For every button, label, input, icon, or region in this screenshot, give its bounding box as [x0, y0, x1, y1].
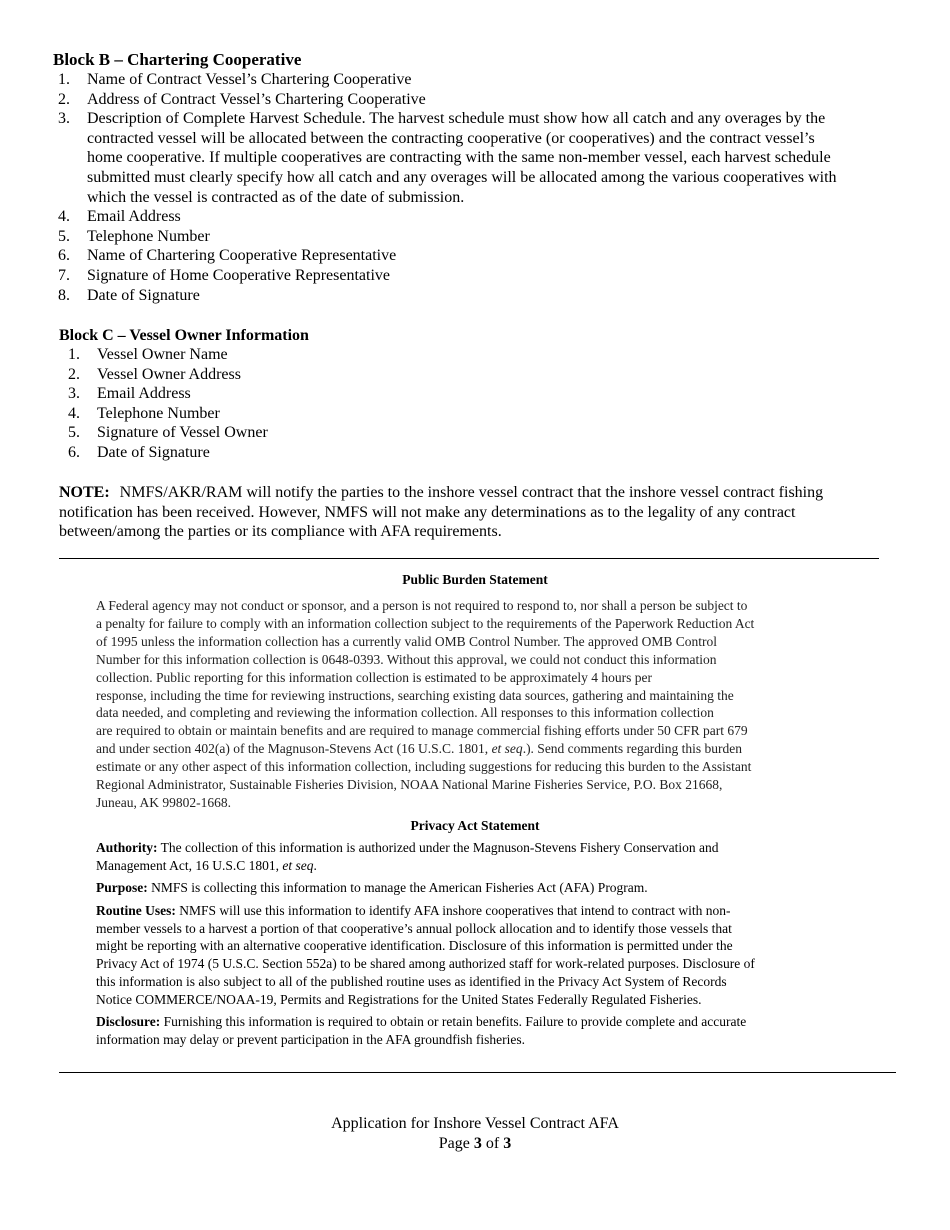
burden-line: Number for this information collection is 0648-0393. Without this approval, we could not conduct this information — [96, 651, 717, 667]
note-line: notification has been received. However, NMFS will not make any determinations as to the legality of any contract — [59, 503, 796, 521]
divider — [59, 1072, 896, 1073]
burden-line-part: and under section 402(a) of the Magnuson-Stevens Act (16 U.S.C. 1801, — [96, 741, 492, 757]
note-label: NOTE: — [59, 484, 110, 501]
routine-uses-line: member vessels to a harvest a portion of that cooperative’s annual pollock allocation and to identify those vessels that — [96, 920, 732, 936]
item-text: Telephone Number — [87, 227, 210, 245]
item-number: 8. — [58, 286, 70, 304]
note-paragraph — [59, 483, 889, 542]
public-burden-heading: Public Burden Statement — [402, 572, 548, 587]
item-number: 3. — [68, 385, 80, 403]
list-item — [68, 423, 468, 443]
list-item — [58, 246, 890, 266]
item-number: 4. — [58, 208, 70, 226]
item-number: 5. — [58, 227, 70, 245]
burden-line: Regional Administrator, Sustainable Fisheries Division, NOAA National Marine Fisheries Service, P.O. Box 21668, — [96, 777, 723, 793]
burden-line: Juneau, AK 99802-1668. — [96, 794, 231, 810]
note-line: NMFS/AKR/RAM will notify the parties to the inshore vessel contract that the inshore vessel contract fishing — [119, 484, 824, 501]
burden-line: response, including the time for reviewing instructions, searching existing data sources, gathering and maintaining the — [96, 687, 734, 703]
burden-line — [96, 740, 856, 758]
purpose-label: Purpose: — [96, 880, 148, 895]
block-c-heading: Block C – Vessel Owner Information — [59, 327, 309, 344]
footer-title: Application for Inshore Vessel Contract AFA — [331, 1115, 619, 1132]
item-number: 7. — [58, 266, 70, 284]
page-word: Page — [438, 1135, 470, 1152]
item-text: Date of Signature — [97, 443, 210, 461]
list-item — [58, 109, 890, 207]
authority-text: . — [313, 857, 317, 873]
item-number: 3. — [58, 110, 70, 128]
item-text-line: which the vessel is contracted as of the date of submission. — [87, 188, 465, 206]
item-text-line: contracted vessel will be allocated between the contracting cooperative (or cooperatives) and the contract vessel’s — [87, 129, 815, 147]
item-text-line: Description of Complete Harvest Schedule. The harvest schedule must show how all catch and any overages by the — [87, 110, 826, 128]
page-total: 3 — [503, 1135, 512, 1152]
list-item — [58, 266, 890, 286]
burden-line: collection. Public reporting for this information collection is estimated to be approximately 4 hours per — [96, 669, 652, 685]
list-item — [68, 443, 468, 463]
list-item — [58, 227, 890, 247]
disclosure-paragraph — [96, 1013, 866, 1048]
disclosure-line: information may delay or prevent participation in the AFA groundfish fisheries. — [96, 1031, 526, 1047]
block-b-heading: Block B – Chartering Cooperative — [53, 50, 302, 69]
list-item — [58, 286, 890, 306]
authority-text: The collection of this information is authorized under the Magnuson-Stevens Fishery Conservation and — [160, 840, 719, 855]
item-number: 2. — [68, 365, 80, 383]
item-text: Name of Chartering Cooperative Representative — [87, 247, 397, 265]
burden-line: data needed, and completing and reviewing the information collection. All responses to this information collection — [96, 705, 714, 721]
item-text: Name of Contract Vessel’s Chartering Cooperative — [87, 71, 412, 88]
authority-italic: et seq — [282, 857, 314, 873]
item-text: Vessel Owner Address — [97, 365, 241, 383]
burden-line: A Federal agency may not conduct or sponsor, and a person is not required to respond to, nor shall a person be subject to — [96, 598, 748, 613]
purpose-paragraph — [96, 879, 866, 897]
item-text: Signature of Vessel Owner — [97, 424, 268, 442]
item-text-line: home cooperative. If multiple cooperatives are contracting with the same non-member vessel, each harvest schedule — [87, 149, 831, 167]
item-text: Date of Signature — [87, 286, 200, 304]
burden-line-italic: et seq — [491, 741, 523, 757]
list-item — [58, 70, 890, 90]
authority-label: Authority: — [96, 840, 158, 855]
burden-line: estimate or any other aspect of this information collection, including suggestions for reducing this burden to the Assistant — [96, 759, 752, 775]
disclosure-text: Furnishing this information is required to obtain or retain benefits. Failure to provide complete and accurate — [163, 1014, 747, 1029]
item-text: Signature of Home Cooperative Representative — [87, 266, 391, 284]
routine-uses-text: NMFS will use this information to identify AFA inshore cooperatives that intend to contract with non- — [179, 903, 731, 918]
routine-uses-line: Privacy Act of 1974 (5 U.S.C. Section 552a) to be shared among authorized staff for work-related purposes. Disclosure of — [96, 956, 755, 972]
divider — [59, 558, 879, 559]
list-item — [58, 207, 890, 227]
item-number: 6. — [68, 443, 80, 461]
item-text: Telephone Number — [97, 404, 220, 422]
page-number — [0, 1134, 950, 1153]
routine-uses-label: Routine Uses: — [96, 903, 176, 918]
item-text: Address of Contract Vessel’s Chartering Cooperative — [87, 90, 426, 108]
disclosure-label: Disclosure: — [96, 1014, 161, 1029]
public-burden-text — [96, 597, 856, 812]
list-item — [68, 384, 468, 404]
block-c-list — [68, 345, 468, 463]
authority-paragraph — [96, 839, 866, 874]
item-text-line: submitted must clearly specify how all catch and any overages will be allocated among the various cooperatives with — [87, 168, 837, 186]
routine-uses-line: might be reporting with an alternative cooperative identification. Disclosure of this information is permitted under the — [96, 938, 733, 954]
privacy-act-heading: Privacy Act Statement — [410, 818, 540, 833]
authority-text: Management Act, 16 U.S.C 1801, — [96, 857, 283, 873]
note-line: between/among the parties or its compliance with AFA requirements. — [59, 523, 502, 541]
routine-uses-paragraph — [96, 902, 866, 1008]
item-number: 1. — [58, 71, 70, 88]
item-text: Email Address — [97, 385, 191, 403]
item-text: Vessel Owner Name — [97, 346, 228, 363]
item-number: 2. — [58, 90, 70, 108]
item-text: Email Address — [87, 208, 181, 226]
list-item — [68, 404, 468, 424]
purpose-text: NMFS is collecting this information to manage the American Fisheries Act (AFA) Program. — [151, 880, 648, 895]
item-number: 4. — [68, 404, 80, 422]
burden-line: of 1995 unless the information collection has a currently valid OMB Control Number. The approved OMB Control — [96, 633, 718, 649]
item-number: 5. — [68, 424, 80, 442]
list-item — [58, 90, 890, 110]
item-number: 1. — [68, 346, 80, 363]
routine-uses-line: Notice COMMERCE/NOAA-19, Permits and Registrations for the United States Federally Regulated Fisheries. — [96, 991, 702, 1007]
page-current: 3 — [473, 1135, 482, 1152]
block-b-list — [58, 70, 890, 305]
burden-line: a penalty for failure to comply with an information collection subject to the requirements of the Paperwork Reduction Act — [96, 615, 755, 631]
list-item — [68, 365, 468, 385]
item-number: 6. — [58, 247, 70, 265]
page-of: of — [485, 1135, 500, 1152]
routine-uses-line: this information is also subject to all of the published routine uses as identified in the Privacy Act System of Records — [96, 973, 727, 989]
burden-line: are required to obtain or maintain benefits and are required to manage commercial fishing efforts under 50 CFR part 679 — [96, 723, 748, 739]
burden-line-part: .). Send comments regarding this burden — [522, 741, 743, 757]
list-item — [68, 345, 468, 365]
